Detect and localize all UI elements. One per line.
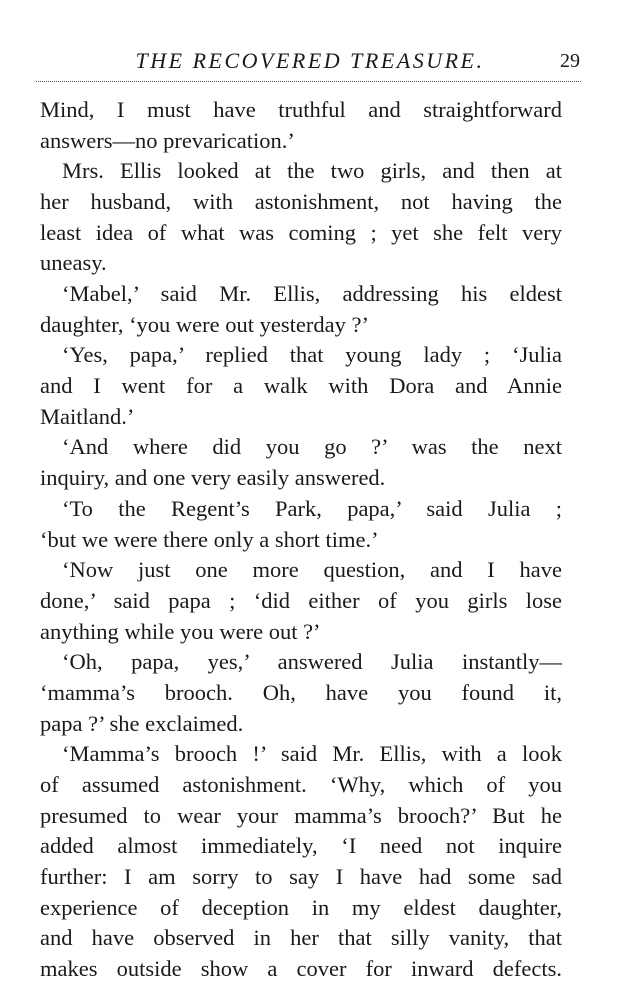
text-line: added almost immediately, ‘I need not inquire [40, 833, 562, 859]
text-line: presumed to wear your mamma’s brooch?’ But he [40, 802, 562, 828]
text-line: uneasy. [40, 250, 107, 276]
text-line: Mind, I must have truthful and straightforward [40, 97, 562, 122]
text-line: experience of deception in my eldest daughter, [40, 894, 562, 920]
text-line: makes outside show a cover for inward defects. [40, 956, 562, 981]
text-line: Mrs. Ellis looked at the two girls, and then at [62, 158, 562, 184]
text-line: and have observed in her that silly vanity, that [40, 925, 562, 951]
text-line: ‘Oh, papa, yes,’ answered Julia instantly— [62, 649, 562, 675]
text-line: done,’ said papa ; ‘did either of you girls lose [40, 587, 562, 613]
text-line: ‘Mabel,’ said Mr. Ellis, addressing his eldest [62, 281, 562, 307]
text-line: and I went for a walk with Dora and Annie [40, 373, 562, 399]
text-line: ‘To the Regent’s Park, papa,’ said Julia ; [62, 495, 562, 521]
text-line: ‘And where did you go ?’ was the next [62, 434, 562, 460]
running-title: THE RECOVERED TREASURE. [135, 48, 485, 73]
text-line: ‘mamma’s brooch. Oh, have you found it, [40, 679, 562, 705]
text-line: least idea of what was coming ; yet she felt very [40, 219, 562, 245]
text-line: her husband, with astonishment, not having the [40, 189, 562, 215]
text-line: ‘Now just one more question, and I have [62, 557, 562, 583]
text-line: ‘Yes, papa,’ replied that young lady ; ‘Julia [62, 342, 562, 368]
text-line: papa ?’ she exclaimed. [40, 710, 244, 736]
running-head [38, 48, 582, 74]
text-line: answers—no prevarication.’ [40, 127, 295, 153]
text-line: further: I am sorry to say I have had some sad [40, 863, 562, 889]
text-line: inquiry, and one very easily answered. [40, 465, 386, 491]
text-line: of assumed astonishment. ‘Why, which of you [40, 771, 562, 797]
header-rule [36, 81, 581, 82]
text-line: Maitland.’ [40, 403, 135, 429]
page-number: 29 [560, 50, 580, 72]
text-line: anything while you were out ?’ [40, 618, 321, 644]
text-line: ‘but we were there only a short time.’ [40, 526, 379, 552]
text-line: ‘Mamma’s brooch !’ said Mr. Ellis, with a look [62, 741, 562, 767]
text-line: daughter, ‘you were out yesterday ?’ [40, 311, 369, 337]
